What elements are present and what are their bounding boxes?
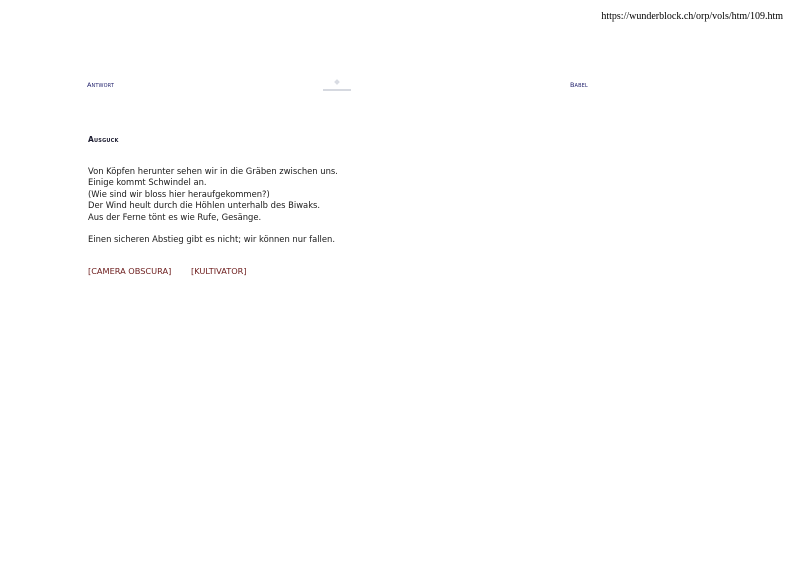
poem-body [88, 166, 338, 246]
stanza-break [88, 223, 338, 234]
poem-line: (Wie sind wir bloss hier heraufgekommen?) [88, 188, 270, 199]
nav-prev-link[interactable]: Antwort [87, 81, 114, 89]
camera-obscura-link[interactable]: [CAMERA OBSCURA] [88, 266, 172, 276]
diamond-icon [334, 79, 340, 85]
poem-line: Der Wind heult durch die Höhlen unterhalb des Biwaks. [88, 200, 321, 211]
cross-links [88, 266, 247, 276]
poem-line: Einige kommt Schwindel an. [88, 177, 207, 188]
navigation-bar [0, 81, 800, 95]
kultivator-link[interactable]: [KULTIVATOR] [191, 266, 247, 276]
page-title: Ausguck [88, 135, 119, 144]
poem-line: Einen sicheren Abstieg gibt es nicht; wir können nur fallen. [88, 234, 336, 245]
page-url: https://wunderblock.ch/orp/vols/htm/109.htm [601, 11, 783, 22]
poem-line: Von Köpfen herunter sehen wir in die Gräben zwischen uns. [88, 166, 338, 176]
nav-underline [323, 89, 351, 91]
nav-next-link[interactable]: Babel [570, 81, 588, 89]
nav-home-button[interactable] [323, 80, 351, 92]
poem-line: Aus der Ferne tönt es wie Rufe, Gesänge. [88, 211, 262, 222]
